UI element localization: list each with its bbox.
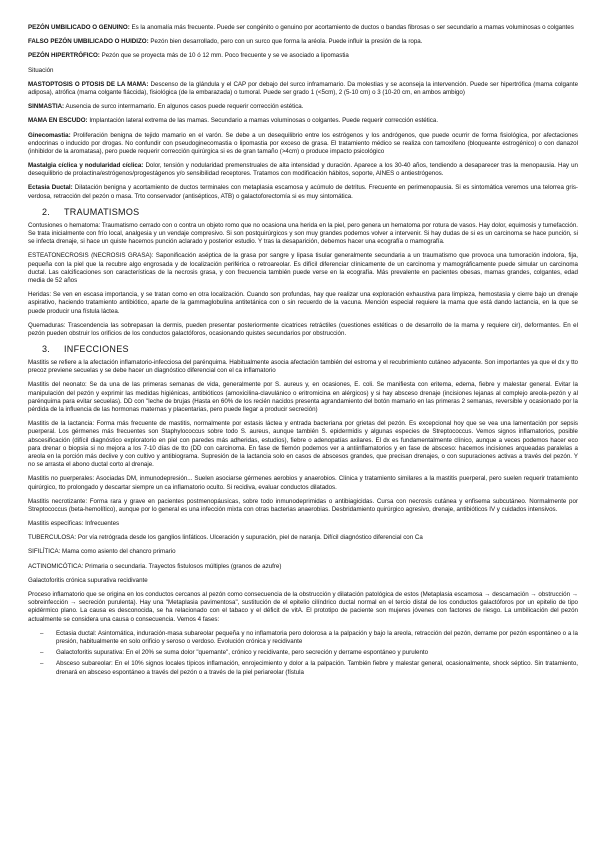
list-item: – Galactoforitis supurativa: En el 20% se suma dolor "quemante", crónico y recidivante, pero secreción y derrame espontáneo y purulento — [28, 649, 578, 657]
paragraph-lead: MAMA EN ESCUDO: — [28, 117, 88, 125]
phase-list — [28, 630, 578, 677]
paragraph-text: Mastitis no puerperales: Asociadas DM, inmunodepresión... Suelen asociarse gérmenes aerobios y anaerobios. Clínica y tratamiento similares a la mastitis puerperal, pero suelen requerir tratamiento quirúrgico, tto prolongado y descartar siempre un ca inflamatorio oculto. Si recidiva, evaluar conductos dilatados. — [28, 475, 578, 491]
paragraph-lead: Ginecomastia: — [28, 131, 71, 139]
paragraph-b1 — [28, 24, 578, 32]
paragraph-d11 — [28, 591, 578, 624]
paragraph-text: TUBERCULOSA: Por vía retrógrada desde los ganglios linfáticos. Ulceración y supuración, piel de naranja. Difícil diagnóstico diferencial con Ca — [28, 534, 423, 542]
paragraph-text: Dolor, tensión y nodularidad premenstruales de alta intensidad y duración. Aparece a los 30-40 años, tendiendo a desaparecer tras la menopausia. Hay un desequilibrio de prolactina/estrógenos/progestágenos y/o sensibilidad receptores. Tratamos con modificación hábitos, soporte, AINES o antiestrógenos. — [28, 162, 578, 178]
section-traumatismos-group — [28, 222, 578, 338]
paragraph-text: ESTEATONECROSIS (NECROSIS GRASA): Saponificación aséptica de la grasa por sangre y lipasa tisular generalmente secundaria a un traumatismo que provoca una tumoración indolora, fija, pequeña con la piel que la recubre algo engrosada y de localización periférica o retroareolar. Es difícil diferenciar clínicamente de un carcinoma y mamográficamente puede simular un carcinoma ductal. Las calcificaciones son características de la necrosis grasa, y con frecuencia también puede verse en la ecografía. Más prevalente en pacientes obesas, mamas grandes, colgantes, edad media de 52 años — [28, 252, 578, 284]
paragraph-b4 — [28, 67, 578, 75]
paragraph-text: Es la anomalía más frecuente. Puede ser congénito o genuino por acortamiento de ductos o bandas fibrosas o ser secundario a mamas voluminosas o colgantes — [129, 24, 574, 31]
paragraph-d10 — [28, 577, 578, 585]
paragraph-text: Ausencia de surco intermamario. En algunos casos puede requerir corrección estética. — [64, 103, 304, 111]
section-heading-traumatismos — [28, 207, 578, 217]
paragraph-text: Mastitis del neonato: Se da una de las primeras semanas de vida, generalmente por S. aureus y, en ocasiones, E. coli. Se manifiesta con eritema, edema, fiebre y malestar general. Evitar la manipulación del pezón y exprimir las medidas higiénicas, antibióticos (amoxicilina-clavulánico o eritromicina en alérgicos) y si hay absceso drenaje (incisiones lejanas al complejo areola-pezón y al parénquima para evitar secuelas). DD con "leche de brujas (Hasta en 60% de los recién nacidos presenta agrandamiento del botón mamario en las primeras 2 semanas, reversible y ocasionado por la pérdida de la influencia de las hormonas maternas y placentarias, pero puede llegar a producir secreción) — [28, 381, 578, 413]
paragraph-text: Pezón bien desarrollado, pero con un surco que forma la aréola. Puede influir la presión de la ropa. — [148, 38, 423, 46]
paragraph-b7 — [28, 117, 578, 125]
paragraph-c2 — [28, 252, 578, 285]
paragraph-c3 — [28, 291, 578, 316]
paragraph-text: Contusiones o hematoma: Traumatismo cerrado con o contra un objeto romo que no ocasiona una herida en la piel, pero genera un hematoma por rotura de vasos. Hay dolor, equimosis y tumefacción. Se trata inicialmente con frío local, analgesia y un vendaje compresivo. Si son postquirúrgicos y son muy grandes podemos volver a intervenir. Si hay dudas de si es un carcinoma se hace punción, si se infecta drenaje, si hace un quiste hacemos punción aclarado y posterior estudio. Y tras la desaparición, debemos hacer una ecografía o mamografía. — [28, 221, 578, 246]
paragraph-lead: MASTOPTOSIS O PTOSIS DE LA MAMA: — [28, 80, 149, 88]
paragraph-b10 — [28, 184, 578, 200]
paragraph-lead: Ectasia Ductal: — [28, 184, 73, 192]
paragraph-c1 — [28, 222, 578, 247]
paragraph-text: Proceso inflamatorio que se origina en los conductos cercanos al pezón como consecuencia de la obstrucción y dilatación patológica de estos (Metaplasia escamosa → descamación → obstrucción → sobreinfección → secreción purulenta). Hay una "Metaplasia pavimentosa", sustitución de el epitelio cilíndrico ductal normal en el tercio distal de los conductos galactóforos por un epitelio de tipo epidérmico plano. La causa es desconocida, se ha relacionado con el tabaco y el déficit de vitA. El prototipo de paciente son mujeres jóvenes con factores de riesgo. La umbilicación del pezón actualmente se considera una causa o consecuencia. Vemos 4 fases: — [28, 591, 578, 623]
section-heading-infecciones — [28, 344, 578, 354]
paragraph-b2 — [28, 38, 578, 46]
paragraph-text: SIFILÍTICA: Mama como asiento del chancro primario — [28, 548, 176, 556]
paragraph-d3 — [28, 420, 578, 469]
paragraph-b9 — [28, 162, 578, 178]
paragraph-b8 — [28, 132, 578, 157]
paragraph-text: Galactoforitis crónica supurativa recidivante — [28, 576, 148, 584]
paragraph-d4 — [28, 475, 578, 491]
paragraph-text: Proliferación benigna de tejido mamario en el varón. Se debe a un desequilibrio entre los estrógenos y los andrógenos, que puede ocurrir de forma fisiológica, por afectaciones endocrinas o inducido por drogas. No confundir con pseudoginecomastia o lipomastia por exceso de grasa. El tratamiento médico se realiza con tamoxifeno (bloqueante estrogénico) o con danazol (inhibidor de la aromatasa), pero puede requerir corrección quirúrgica si es de gran tamaño (>4cm) o produce impacto psicológico — [28, 131, 578, 155]
list-item: – Ectasia ductal: Asintomática, induración-masa subareolar pequeña y no inflamatoria pero dolorosa a la palpación y bajo la areola, retracción del pezón, derrame por pezón espontáneo o a la presión, habitualmente en solo orificio y seroso o verdoso. Evolución crónica y recidivante — [28, 630, 578, 646]
paragraph-d1 — [28, 359, 578, 375]
paragraph-b5 — [28, 81, 578, 97]
paragraph-c4 — [28, 322, 578, 338]
paragraph-text: Mastitis necrotizante: Forma rara y grave en pacientes postmenopáusicas, sobre todo inmunodeprimidas o antibiagicidas. Cursa con necrosis cutánea y enfisema subcutáneo. Normalmente por Streptococcus (beta-hemolítico), aunque por lo general es una infección mixta con otras bacterias anaerobias. Desbridamiento quirúrgico agresivo, drenaje, antibióticos IV y cuidados intensivos. — [28, 497, 578, 513]
list-item: – Absceso subareolar: En el 10% signos locales típicos inflamación, enrojecimiento y dolor a la palpación. También fiebre y malestar general, ocasionalmente, shock séptico. Sin tratamiento, drenará en absceso espontáneo a través del pezón o a través de la piel periareolar (fístula — [28, 660, 578, 676]
paragraph-lead: FALSO PEZÓN UMBILICADO O HUIDIZO: — [28, 38, 149, 46]
section-title: INFECCIONES — [64, 344, 129, 355]
paragraph-lead: PEZÓN UMBILICADO O GENUINO: — [28, 24, 130, 31]
paragraph-d8 — [28, 548, 578, 556]
section-infecciones-group — [28, 359, 578, 624]
paragraph-lead: Mastalgia cíclica y nodularidad cíclica: — [28, 162, 144, 170]
paragraph-d5 — [28, 498, 578, 514]
paragraph-d9 — [28, 563, 578, 571]
document-page — [28, 24, 578, 680]
section-alterations-group — [28, 24, 578, 201]
paragraph-text: Quemaduras: Trascendencia las sobrepasan la dermis, pueden presentar posteriormente cicatrices retráctiles (cuestiones estéticas o de desarrollo de la mama y requiere cir), deformantes. En el pezón pueden obstruir los orificios de los conductos galactóforos, ocasionando quistes secundarios por obstrucción. — [28, 321, 578, 337]
paragraph-text: Heridas: Se ven en escasa importancia, y se tratan como en otra localización. Cuando son profundas, hay que realizar una exploración exhaustiva para limpieza, hemostasia y cierre bajo un drenaje aspirativo, haciendo tratamiento antibiótico, aparte de la gammaglobulina antitetánica con o sin recuerdo de la vacuna. Mención especial requiere la mama que está dando lactancia, en la que se puede producir una fístula láctea. — [28, 291, 578, 315]
paragraph-lead: SINMASTIA: — [28, 103, 65, 111]
paragraph-text: Pezón que se proyecta más de 10 ó 12 mm. Poco frecuente y se ve asociado a lipomastia — [99, 52, 349, 60]
paragraph-text: Mastitis específicas: Infrecuentes — [28, 520, 120, 528]
paragraph-text: Mastitis se refiere a la afectación inflamatorio-infecciosa del parénquima. Habitualmente asocia afectación también del estroma y el recubrimiento cutáneo adyacente. Son importantes ya que el dx y tto precoz previene secuelas y se debe hacer un diagnóstico diferencial con el ca inflamatorio — [28, 359, 578, 375]
paragraph-text: Mastitis de la lactancia: Forma más frecuente de mastitis, normalmente por estasis láctea y entrada bacteriana por grietas del pezón. Es excepcional hoy que se vea una lamentación por sepsis puerperal. Los gérmenes más frecuentes son Staphylococcus sobre todo S. aureus, aunque también S. epidermidis y algunas especies de Streptococcus. Vemos signos inflamatorios, posible abscesificación (difícil diagnóstico exploratorio en piel con paredes más adheridas, estudios), fiebre o adenopatías axilares. El dx es fundamentalmente clínico, aunque a veces podemos hacer eco para drenar o biopsia si no mejora a los 7-10 días de tto (DD con carcinoma. En fase de flemón podemos ver a antiinflamatorios y en fase de absceso: hacemos incisiones arqueadas paralelas a areola en la porción más declive y con cultivo y antibiograma. Supresión de la lactancia solo en casos de abscesos grandes, que precisan drenajes, o con supuraciones activas a través del pezón. Y no se arrasta el abono ductal corto al drenaje. — [28, 420, 578, 469]
section-number: 3. — [42, 344, 51, 355]
paragraph-text: Situación — [28, 66, 54, 74]
paragraph-text: Descenso de la glándula y el CAP por debajo del surco inframamario. Da molestias y se aconseja la intervención. Puede ser hipertrófica (mama colgante adiposa), atrófica (mama colgante fláccida), fisiológica (de la embarazada) o tumoral. Puede ser grado 1 (<5cm), 2 (5-10 cm) o 3 (10-20 cm, en ambos ambigo) — [28, 80, 579, 96]
paragraph-text: Implantación lateral extrema de las mamas. Secundario a mamas voluminosas o colgantes. Puede requerir corrección estética. — [87, 117, 439, 125]
section-number: 2. — [42, 206, 51, 217]
paragraph-b3 — [28, 52, 578, 60]
paragraph-d2 — [28, 381, 578, 414]
paragraph-b6 — [28, 103, 578, 111]
paragraph-lead: PEZÓN HIPERTRÓFICO: — [28, 52, 100, 60]
paragraph-d7 — [28, 534, 578, 542]
paragraph-text: Dilatación benigna y acortamiento de ductos terminales con metaplasia escamosa y acúmulo de detritus. Frecuente en perimenopausia. Si es sintomática veremos una telorrea gris-verdosa, retracción del pezón o masa. Trto conservador (antisépticos, ATB) o galactoforectomía si es muy sintomática. — [28, 184, 578, 200]
paragraph-text: ACTINOMICÓTICA: Primaria o secundaria. Trayectos fistulosos múltiples (granos de azufre) — [28, 562, 282, 570]
paragraph-d6 — [28, 520, 578, 528]
section-title: TRAUMATISMOS — [64, 206, 140, 217]
